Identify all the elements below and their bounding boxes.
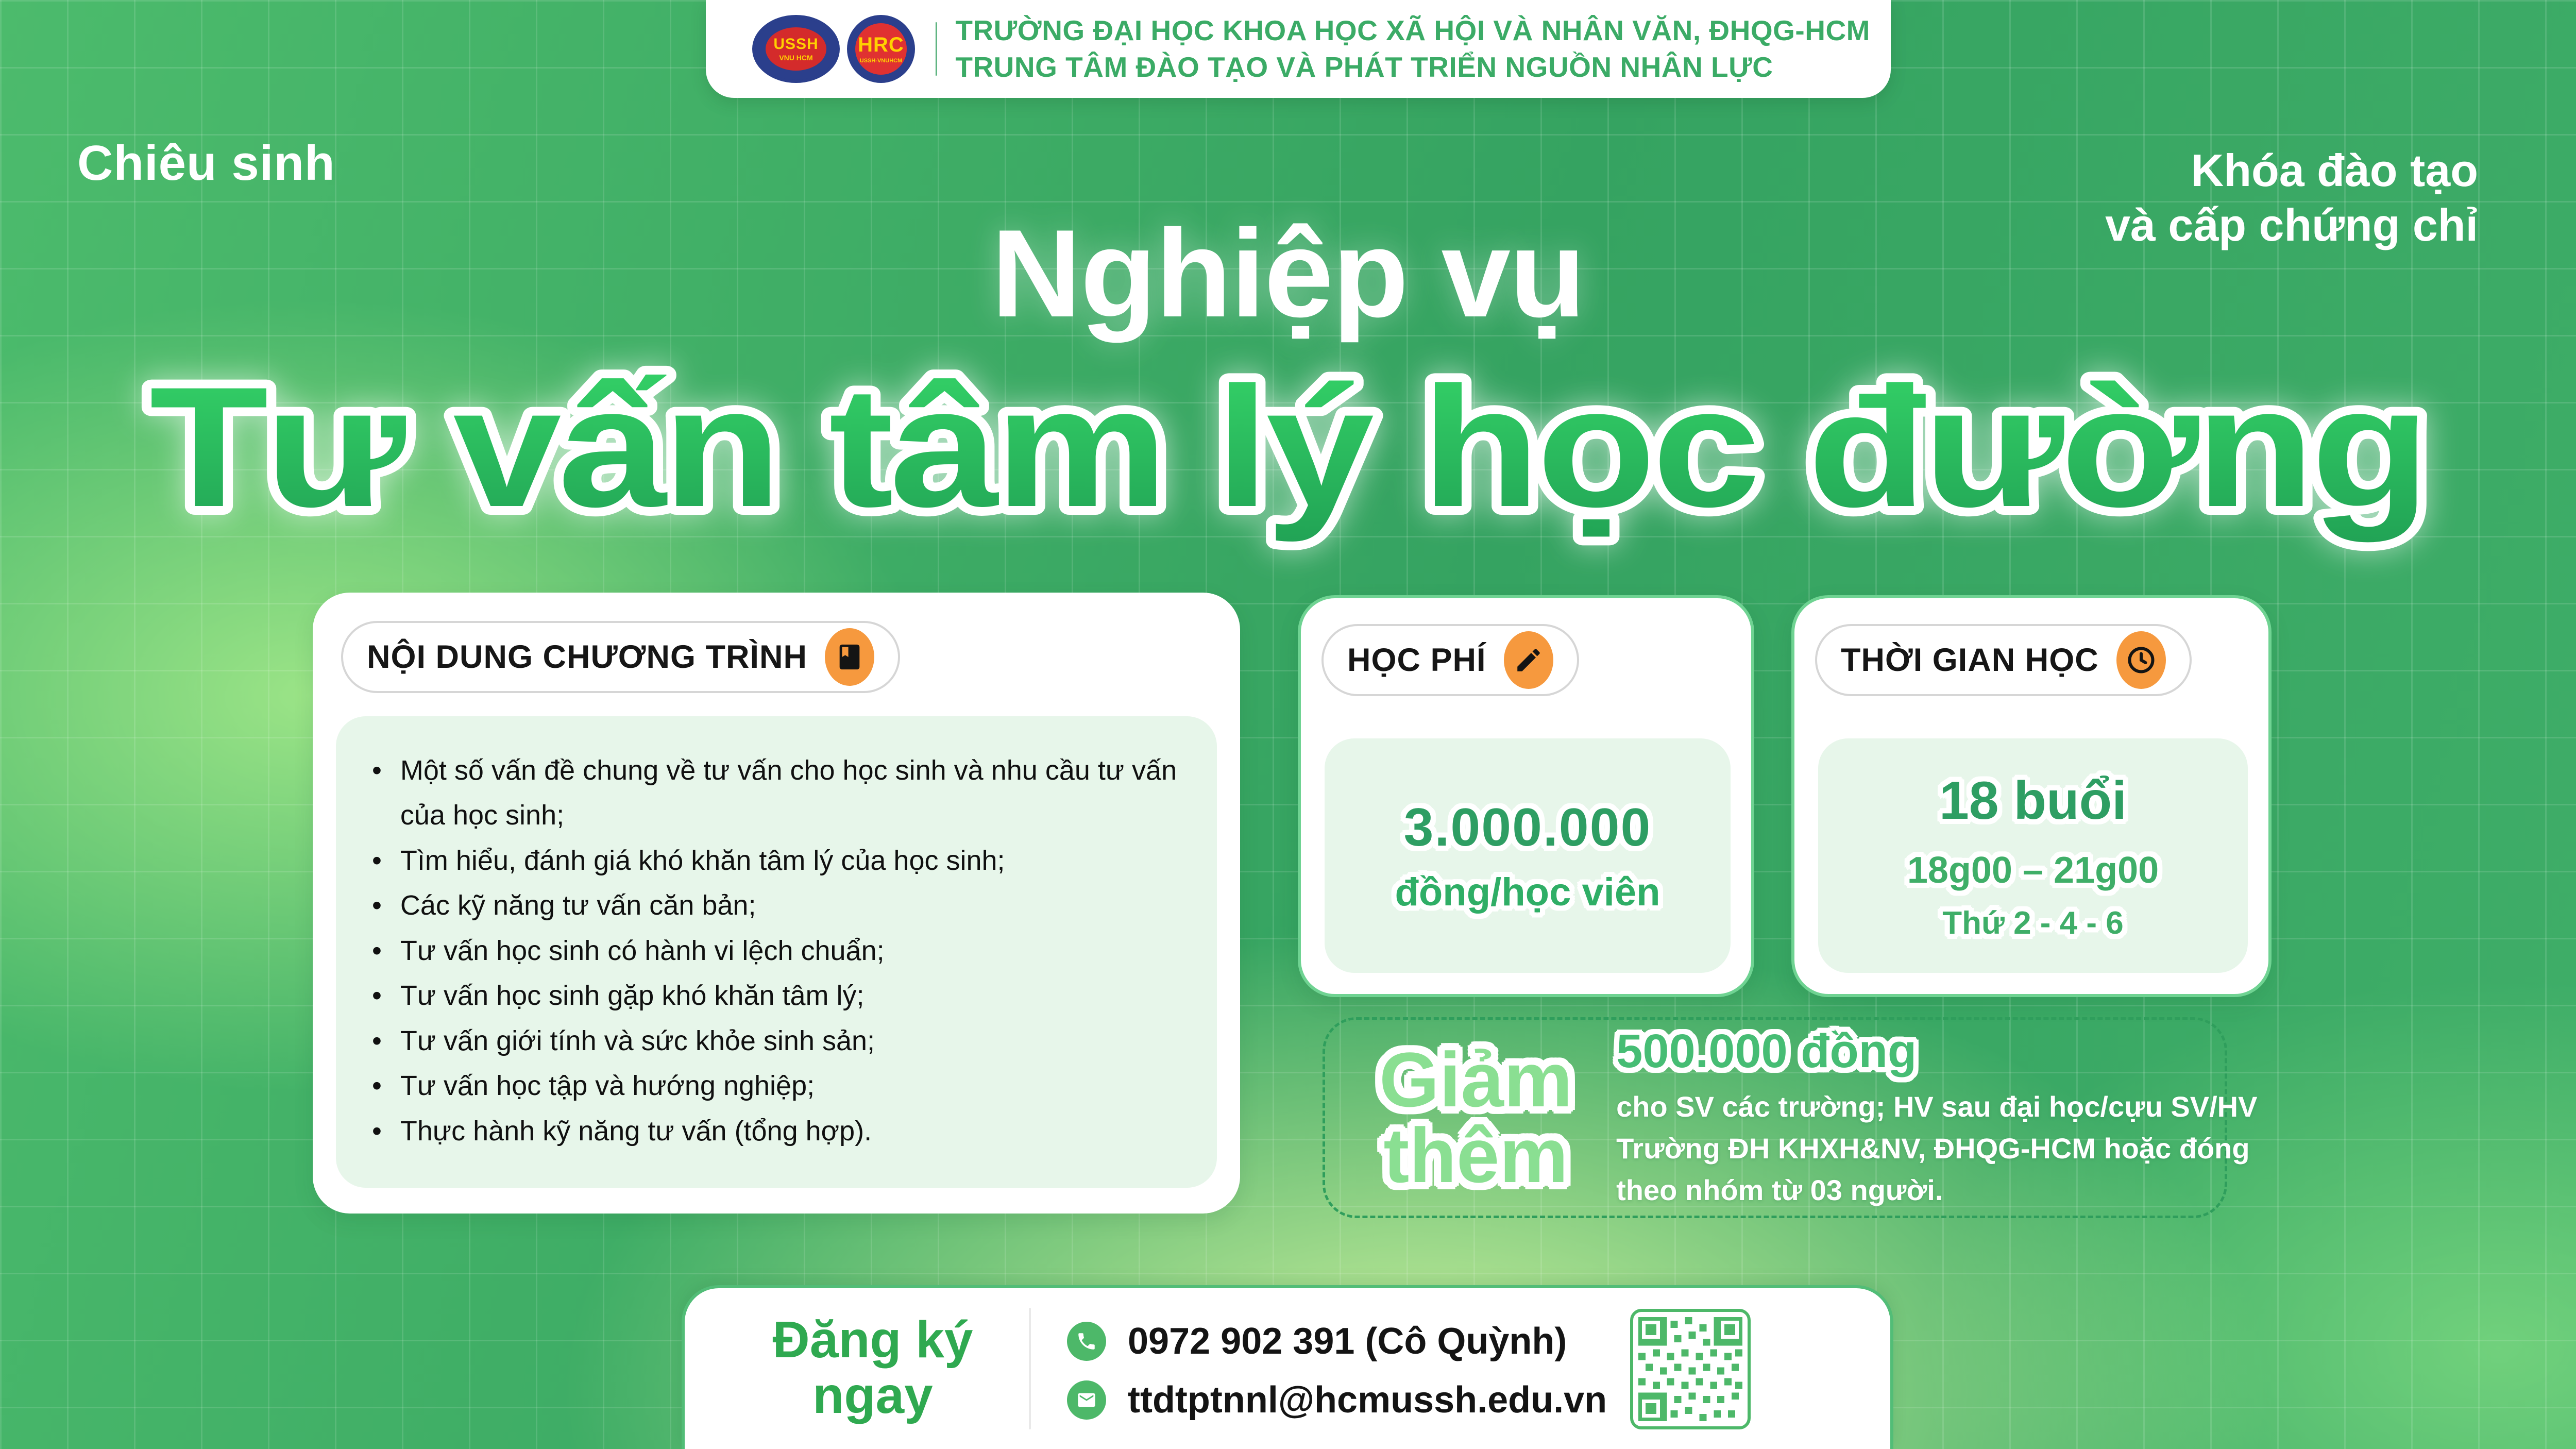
fee-panel <box>1325 738 1731 973</box>
footer-divider <box>1029 1308 1031 1429</box>
hrc-logo-sub: USSH-VNUHCM <box>859 57 903 64</box>
discount-desc-line3: theo nhóm từ 03 người. <box>1616 1174 1943 1207</box>
schedule-card-heading: THỜI GIAN HỌC <box>1841 642 2099 678</box>
schedule-panel <box>1818 738 2248 973</box>
content-card <box>313 593 1240 1214</box>
ussh-logo <box>752 15 840 83</box>
list-item-text: Một số vấn đề chung về tư vấn cho học sinh và nhu cầu tư vấn của học sinh; <box>400 755 1177 831</box>
hrc-logo <box>847 15 915 83</box>
email-contact[interactable] <box>1067 1379 1607 1421</box>
discount-box <box>1323 1017 2258 1218</box>
course-subtitle: Nghiệp vụ <box>991 204 1585 343</box>
content-card-heading: NỘI DUNG CHƯƠNG TRÌNH <box>367 639 807 675</box>
fee-card-heading-pill <box>1321 624 1579 696</box>
register-now-button[interactable] <box>721 1312 1025 1423</box>
course-title-graphic <box>0 325 2576 567</box>
header-divider <box>936 22 937 76</box>
list-item <box>372 883 1181 928</box>
list-item-text: Các kỹ năng tư vấn căn bản; <box>400 890 756 921</box>
phone-icon <box>1067 1322 1106 1361</box>
ussh-logo-sub: VNU HCM <box>779 54 813 62</box>
discount-amount: 500.000 đồng <box>1616 1024 1917 1077</box>
schedule-card-heading-pill <box>1815 624 2192 696</box>
registration-bar <box>682 1285 1893 1449</box>
ussh-logo-acronym: USSH <box>773 36 819 53</box>
register-cta-line1: Đăng ký <box>772 1311 973 1369</box>
discount-label-line2: thêm <box>1383 1112 1568 1199</box>
header-bar <box>706 0 1891 98</box>
list-item <box>372 929 1181 973</box>
fee-card-heading: HỌC PHÍ <box>1347 642 1486 678</box>
fee-unit: đồng/học viên <box>1395 870 1660 914</box>
content-card-heading-pill <box>341 621 900 693</box>
center-name: TRUNG TÂM ĐÀO TẠO VÀ PHÁT TRIỂN NGUỒN NHÂN LỰC <box>955 51 1773 83</box>
clock-icon <box>2116 631 2166 689</box>
course-type-line2: và cấp chứng chỉ <box>2105 199 2478 250</box>
enrollment-tag: Chiêu sinh <box>77 136 335 191</box>
discount-description <box>1616 1086 2257 1211</box>
schedule-days: Thứ 2 - 4 - 6 <box>1942 905 2124 941</box>
list-item-text: Thực hành kỹ năng tư vấn (tổng hợp). <box>400 1115 872 1147</box>
discount-label <box>1379 1036 1573 1199</box>
schedule-hours: 18g00 – 21g00 <box>1907 849 2159 891</box>
list-item-text: Tìm hiểu, đánh giá khó khăn tâm lý của học sinh; <box>400 845 1005 876</box>
schedule-card <box>1791 595 2272 997</box>
list-item <box>372 1109 1181 1154</box>
phone-number: 0972 902 391 (Cô Quỳnh) <box>1128 1321 1567 1362</box>
course-title-text: Tư vấn tâm lý học đường <box>149 351 2149 543</box>
mail-icon <box>1067 1380 1106 1420</box>
fee-card <box>1298 595 1754 997</box>
discount-desc-line2: Trường ĐH KHXH&NV, ĐHQG-HCM hoặc đóng <box>1616 1132 2250 1165</box>
course-type-line1: Khóa đào tạo <box>2191 145 2478 196</box>
list-item-text: Tư vấn giới tính và sức khỏe sinh sản; <box>400 1025 875 1056</box>
fee-amount: 3.000.000 <box>1403 797 1652 857</box>
email-address: ttdtptnnl@hcmussh.edu.vn <box>1128 1379 1607 1421</box>
discount-desc-line1: cho SV các trường; HV sau đại học/cựu SV/HV <box>1616 1090 2258 1123</box>
list-item <box>372 748 1181 838</box>
discount-label-line1: Giảm <box>1379 1036 1573 1123</box>
list-item <box>372 973 1181 1018</box>
book-icon <box>825 628 874 686</box>
list-item <box>372 1019 1181 1064</box>
content-panel <box>336 716 1217 1188</box>
university-name: TRƯỜNG ĐẠI HỌC KHOA HỌC XÃ HỘI VÀ NHÂN VĂN, ĐHQG-HCM <box>955 14 1870 46</box>
list-item-text: Tư vấn học tập và hướng nghiệp; <box>400 1070 815 1102</box>
hrc-logo-acronym: HRC <box>858 33 904 56</box>
content-list <box>336 716 1217 1186</box>
list-item-text: Tư vấn học sinh gặp khó khăn tâm lý; <box>400 980 865 1012</box>
qr-code <box>1630 1309 1751 1429</box>
phone-contact[interactable] <box>1067 1320 1567 1362</box>
pencil-icon <box>1504 631 1553 689</box>
register-cta-line2: ngay <box>812 1367 933 1424</box>
list-item <box>372 1064 1181 1108</box>
list-item-text: Tư vấn học sinh có hành vi lệch chuẩn; <box>400 935 885 966</box>
schedule-sessions: 18 buổi <box>1939 770 2127 831</box>
list-item <box>372 838 1181 883</box>
